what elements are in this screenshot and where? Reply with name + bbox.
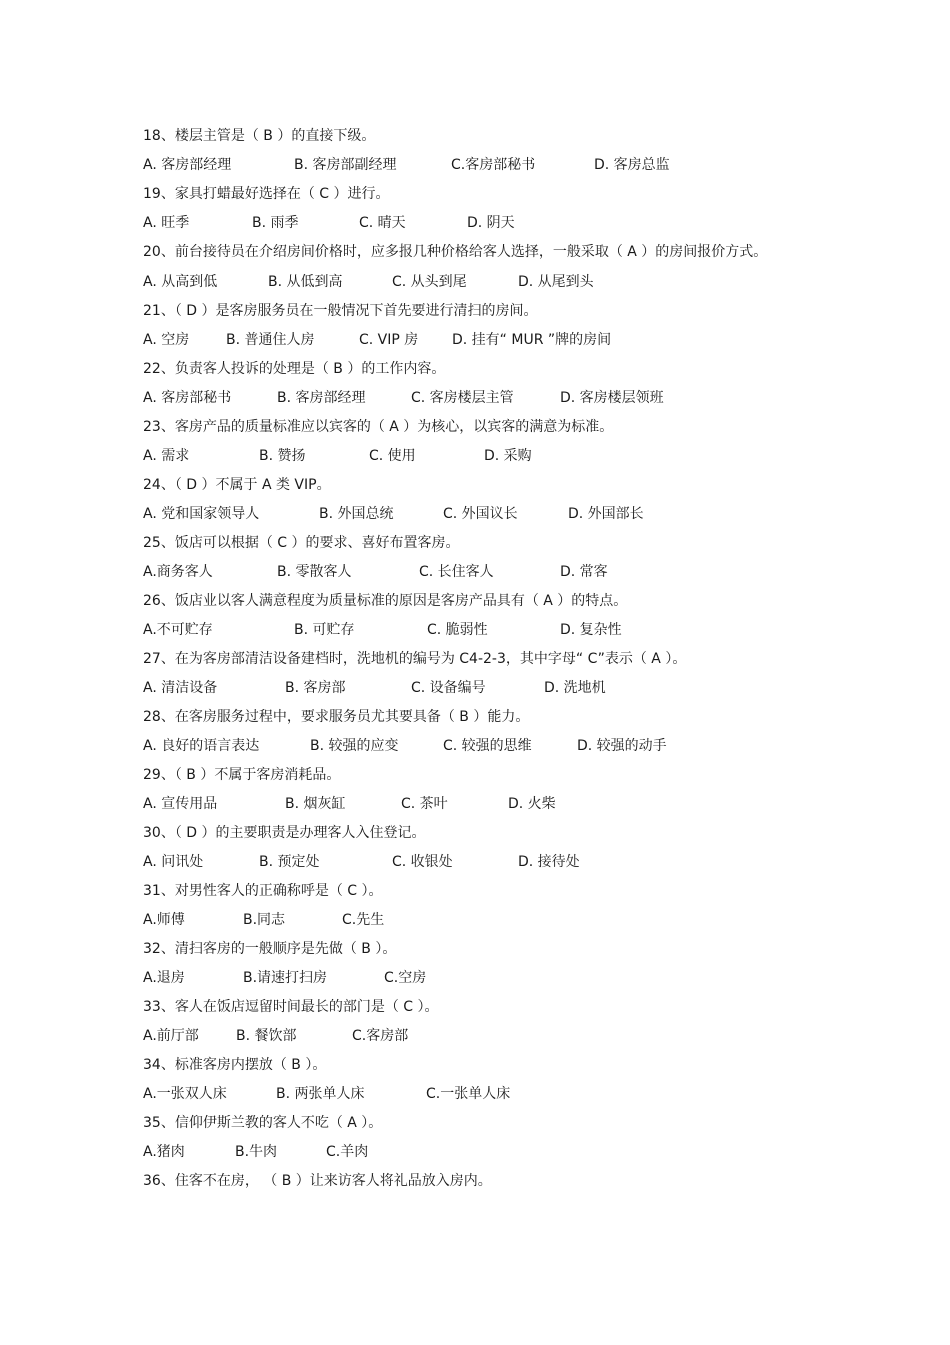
answer-option: D. 火柴 xyxy=(508,796,556,812)
answer-options xyxy=(143,1081,823,1107)
answer-option: D. 常客 xyxy=(560,564,608,580)
answer-option: D. 阴天 xyxy=(467,215,515,231)
answer-option: B. 零散客人 xyxy=(277,564,352,580)
answer-options xyxy=(143,965,823,991)
answer-options xyxy=(143,1023,823,1049)
question-stem: 20、前台接待员在介绍房间价格时，应多报几种价格给客人选择，一般采取（ A ）的房间报价方式。 xyxy=(143,244,768,260)
answer-options xyxy=(143,152,823,178)
answer-option: B. 餐饮部 xyxy=(236,1028,297,1044)
answer-option: C. 使用 xyxy=(369,448,416,464)
answer-option: C. 客房楼层主管 xyxy=(411,390,514,406)
answer-option: D. 从尾到头 xyxy=(518,274,594,290)
question-block xyxy=(143,181,823,236)
question-stem: 26、饭店业以客人满意程度为质量标准的原因是客房产品具有（ A ）的特点。 xyxy=(143,593,628,609)
question-block xyxy=(143,530,823,585)
question-stem: 30、（ D ）的主要职责是办理客人入住登记。 xyxy=(143,825,426,841)
answer-option: D. 接待处 xyxy=(518,854,580,870)
question-block xyxy=(143,239,823,295)
answer-option: A. 客房部经理 xyxy=(143,157,232,173)
answer-option: C. 设备编号 xyxy=(411,680,486,696)
answer-option: A. 需求 xyxy=(143,448,190,464)
question-stem: 29、（ B ）不属于客房消耗品。 xyxy=(143,767,341,783)
answer-option: C. 茶叶 xyxy=(401,796,448,812)
question-stem: 22、负责客人投诉的处理是（ B ）的工作内容。 xyxy=(143,361,446,377)
question-stem: 21、（ D ）是客房服务员在一般情况下首先要进行清扫的房间。 xyxy=(143,303,538,319)
question-block xyxy=(143,356,823,411)
answer-option: B. 客房部 xyxy=(285,680,346,696)
answer-option: C. 脆弱性 xyxy=(427,622,488,638)
question-stem: 35、信仰伊斯兰教的客人不吃（ A ）。 xyxy=(143,1115,383,1131)
question-block xyxy=(143,762,823,817)
answer-option: C.一张单人床 xyxy=(426,1086,511,1102)
answer-option: C.先生 xyxy=(342,912,385,928)
answer-options xyxy=(143,501,823,527)
question-stem: 27、在为客房部清洁设备建档时，洗地机的编号为 C4-2-3，其中字母“ C”表示（ A ）。 xyxy=(143,651,687,667)
answer-option: D. 挂有“ MUR ”牌的房间 xyxy=(452,332,612,348)
answer-option: B. 从低到高 xyxy=(268,274,343,290)
answer-option: D. 外国部长 xyxy=(568,506,644,522)
answer-option: A. 党和国家领导人 xyxy=(143,506,260,522)
question-stem: 31、对男性客人的正确称呼是（ C ）。 xyxy=(143,883,383,899)
answer-option: A. 旺季 xyxy=(143,215,190,231)
answer-option: A.师傅 xyxy=(143,912,185,928)
answer-option: C. 外国议长 xyxy=(443,506,518,522)
question-stem: 19、家具打蜡最好选择在（ C ）进行。 xyxy=(143,186,390,202)
answer-options xyxy=(143,907,823,933)
answer-options xyxy=(143,733,823,759)
question-list xyxy=(143,123,823,1197)
answer-option: A. 空房 xyxy=(143,332,190,348)
question-stem: 28、在客房服务过程中，要求服务员尤其要具备（ B ）能力。 xyxy=(143,709,530,725)
question-stem: 32、清扫客房的一般顺序是先做（ B ）。 xyxy=(143,941,397,957)
answer-option: B. 雨季 xyxy=(252,215,299,231)
question-block xyxy=(143,704,823,759)
answer-options xyxy=(143,1139,823,1165)
answer-option: B. 两张单人床 xyxy=(276,1086,365,1102)
question-block xyxy=(143,1110,823,1165)
question-block xyxy=(143,588,823,643)
answer-option: A.商务客人 xyxy=(143,564,213,580)
answer-option: C. 从头到尾 xyxy=(392,274,467,290)
answer-options xyxy=(143,269,823,295)
question-stem: 34、标准客房内摆放（ B ）。 xyxy=(143,1057,327,1073)
answer-option: C.羊肉 xyxy=(326,1144,369,1160)
answer-option: D. 采购 xyxy=(484,448,532,464)
answer-option: A. 良好的语言表达 xyxy=(143,738,260,754)
answer-option: B. 外国总统 xyxy=(319,506,394,522)
answer-options xyxy=(143,385,823,411)
question-stem: 25、饭店可以根据（ C ）的要求、喜好布置客房。 xyxy=(143,535,460,551)
question-block xyxy=(143,1168,823,1194)
question-block xyxy=(143,472,823,527)
answer-options xyxy=(143,327,823,353)
answer-option: A.不可贮存 xyxy=(143,622,213,638)
answer-option: B. 赞扬 xyxy=(259,448,306,464)
answer-option: C.客房部秘书 xyxy=(451,157,536,173)
answer-option: A.猪肉 xyxy=(143,1144,185,1160)
question-stem: 36、住客不在房， （ B ）让来访客人将礼品放入房内。 xyxy=(143,1173,492,1189)
question-block xyxy=(143,414,823,469)
answer-option: A.一张双人床 xyxy=(143,1086,227,1102)
answer-option: A.退房 xyxy=(143,970,185,986)
answer-options xyxy=(143,617,823,643)
answer-option: A. 客房部秘书 xyxy=(143,390,232,406)
answer-option: B.牛肉 xyxy=(235,1144,278,1160)
question-block xyxy=(143,1052,823,1107)
answer-option: A. 清洁设备 xyxy=(143,680,218,696)
answer-option: A. 宣传用品 xyxy=(143,796,218,812)
answer-option: D. 洗地机 xyxy=(544,680,606,696)
answer-option: C.客房部 xyxy=(352,1028,409,1044)
answer-option: B. 可贮存 xyxy=(294,622,355,638)
answer-option: A. 从高到低 xyxy=(143,274,218,290)
answer-options xyxy=(143,791,823,817)
question-stem: 33、客人在饭店逗留时间最长的部门是（ C ）。 xyxy=(143,999,439,1015)
answer-options xyxy=(143,675,823,701)
answer-option: D. 复杂性 xyxy=(560,622,622,638)
question-block xyxy=(143,878,823,933)
answer-option: B. 普通住人房 xyxy=(226,332,315,348)
answer-option: C. 较强的思维 xyxy=(443,738,532,754)
question-block xyxy=(143,936,823,991)
answer-option: B. 客房部经理 xyxy=(277,390,366,406)
answer-option: C. 长住客人 xyxy=(419,564,494,580)
answer-options xyxy=(143,443,823,469)
question-block xyxy=(143,123,823,178)
answer-option: D. 客房总监 xyxy=(594,157,670,173)
question-block xyxy=(143,646,823,701)
answer-options xyxy=(143,559,823,585)
answer-option: B. 烟灰缸 xyxy=(285,796,346,812)
answer-option: A.前厅部 xyxy=(143,1028,199,1044)
question-stem: 23、客房产品的质量标准应以宾客的（ A ）为核心，以宾客的满意为标准。 xyxy=(143,419,614,435)
answer-option: A. 问讯处 xyxy=(143,854,204,870)
answer-options xyxy=(143,849,823,875)
question-stem: 18、楼层主管是（ B ）的直接下级。 xyxy=(143,128,376,144)
question-block xyxy=(143,298,823,353)
answer-option: B. 预定处 xyxy=(259,854,320,870)
answer-option: D. 客房楼层领班 xyxy=(560,390,664,406)
answer-option: C. 收银处 xyxy=(392,854,453,870)
question-block xyxy=(143,994,823,1049)
answer-option: B.请速打扫房 xyxy=(243,970,328,986)
question-stem: 24、（ D ）不属于 A 类 VIP。 xyxy=(143,477,331,493)
answer-option: C. VIP 房 xyxy=(359,332,419,348)
answer-option: D. 较强的动手 xyxy=(577,738,667,754)
answer-option: B. 较强的应变 xyxy=(310,738,399,754)
answer-option: B. 客房部副经理 xyxy=(294,157,397,173)
answer-option: C. 晴天 xyxy=(359,215,406,231)
answer-options xyxy=(143,210,823,236)
question-block xyxy=(143,820,823,875)
answer-option: C.空房 xyxy=(384,970,427,986)
answer-option: B.同志 xyxy=(243,912,286,928)
